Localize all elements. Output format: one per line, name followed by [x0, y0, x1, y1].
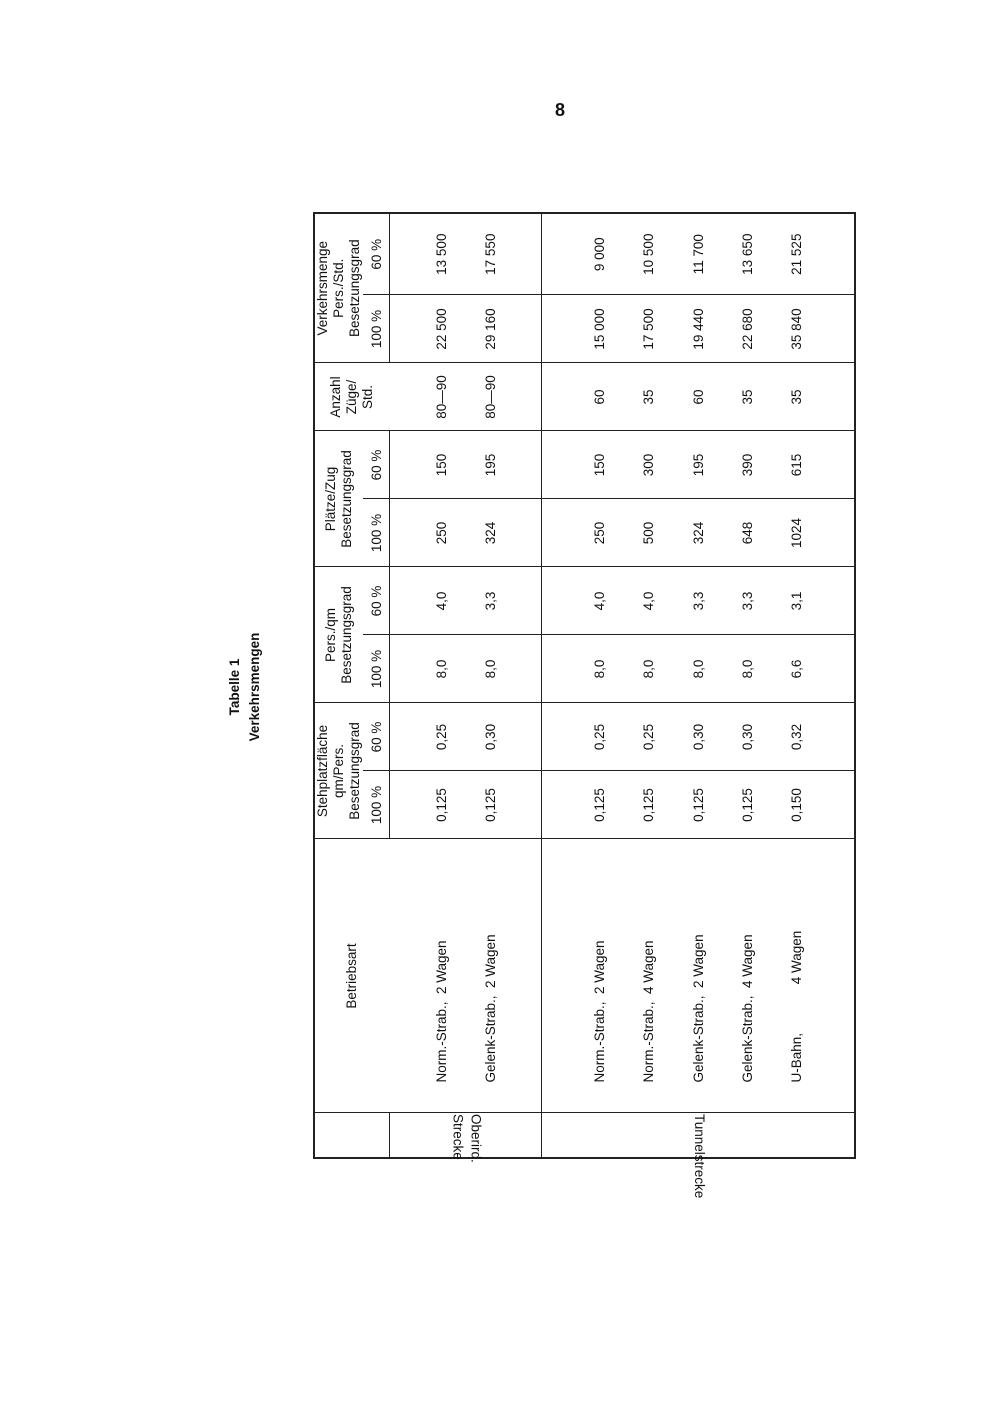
- row-mode: Norm.-Strab., 2 Wagen: [416, 839, 465, 1113]
- cell-zuege: 35: [772, 363, 821, 431]
- cell-pq-60: 4,0: [416, 567, 465, 635]
- row-mode: Gelenk-Strab., 2 Wagen: [673, 839, 722, 1113]
- cell-zuege: 80—90: [466, 363, 515, 431]
- cell-zuege: 80—90: [416, 363, 465, 431]
- cell-steh-100: 0,125: [416, 771, 465, 839]
- row-mode: Gelenk-Strab., 4 Wagen: [723, 839, 772, 1113]
- page-number: 8: [554, 100, 565, 120]
- section-header-blank: [314, 1113, 390, 1158]
- cell-vm-60: 13 500: [416, 213, 465, 295]
- cell-steh-60: 0,25: [416, 703, 465, 771]
- cell-pq-60: 4,0: [575, 567, 624, 635]
- cell-pl-100: 324: [673, 499, 722, 567]
- cell-zuege: 35: [723, 363, 772, 431]
- cell-vm-100: 22 680: [723, 295, 772, 363]
- rotated-table-container: [313, 214, 856, 1199]
- cell-vm-60: 21 525: [772, 213, 821, 295]
- cell-vm-60: 11 700: [673, 213, 722, 295]
- cell-pl-60: 615: [772, 431, 821, 499]
- cell-pq-100: 8,0: [723, 635, 772, 703]
- cell-pl-100: 324: [466, 499, 515, 567]
- cell-vm-100: 19 440: [673, 295, 722, 363]
- row-mode: Norm.-Strab., 2 Wagen: [575, 839, 624, 1113]
- cell-pl-100: 1024: [772, 499, 821, 567]
- row-mode: Norm.-Strab., 4 Wagen: [624, 839, 673, 1113]
- cell-steh-60: 0,25: [575, 703, 624, 771]
- cell-steh-100: 0,125: [624, 771, 673, 839]
- cell-steh-100: 0,125: [673, 771, 722, 839]
- cell-pq-60: 4,0: [624, 567, 673, 635]
- section-label-tunnelstrecke: Tunnelstrecke: [542, 1113, 855, 1158]
- header-pct-60: 60 %: [363, 213, 390, 295]
- cell-pl-60: 300: [624, 431, 673, 499]
- cell-vm-60: 9 000: [575, 213, 624, 295]
- table-row: [466, 213, 515, 1158]
- cell-steh-60: 0,30: [466, 703, 515, 771]
- table-row: [624, 213, 673, 1158]
- header-verkehrsmenge: Verkehrsmenge Pers./Std. Besetzungsgrad: [314, 213, 363, 363]
- cell-pq-100: 8,0: [673, 635, 722, 703]
- cell-pq-100: 8,0: [416, 635, 465, 703]
- cell-vm-60: 10 500: [624, 213, 673, 295]
- cell-steh-60: 0,32: [772, 703, 821, 771]
- cell-steh-100: 0,125: [466, 771, 515, 839]
- table-row: [723, 213, 772, 1158]
- cell-pq-100: 8,0: [624, 635, 673, 703]
- header-anzahl-zuege: Anzahl Züge/ Std.: [314, 363, 390, 431]
- header-pct-100: 100 %: [363, 295, 390, 363]
- cell-zuege: 60: [575, 363, 624, 431]
- table-row: [416, 213, 465, 1158]
- cell-pq-60: 3,3: [673, 567, 722, 635]
- cell-vm-100: 17 500: [624, 295, 673, 363]
- header-pers-qm: Pers./qm Besetzungsgrad: [314, 567, 363, 703]
- cell-pl-100: 648: [723, 499, 772, 567]
- cell-pl-100: 250: [575, 499, 624, 567]
- cell-steh-60: 0,30: [673, 703, 722, 771]
- section-label-oberird: Oberird. Strecke: [390, 1113, 542, 1158]
- cell-steh-100: 0,125: [575, 771, 624, 839]
- cell-vm-100: 29 160: [466, 295, 515, 363]
- cell-pq-60: 3,1: [772, 567, 821, 635]
- cell-zuege: 35: [624, 363, 673, 431]
- cell-pq-60: 3,3: [723, 567, 772, 635]
- cell-pl-60: 390: [723, 431, 772, 499]
- cell-pq-100: 8,0: [575, 635, 624, 703]
- header-pct-100: 100 %: [363, 771, 390, 839]
- table-subtitle: Verkehrsmengen: [247, 632, 262, 742]
- header-stehplatzflaeche: Stehplatzfläche qm/Pers. Besetzungsgrad: [314, 703, 363, 839]
- table-title: Tabelle 1: [227, 658, 242, 716]
- cell-pl-100: 250: [416, 499, 465, 567]
- cell-vm-60: 17 550: [466, 213, 515, 295]
- row-mode: U-Bahn, 4 Wagen: [772, 839, 821, 1113]
- cell-pq-100: 6,6: [772, 635, 821, 703]
- table-row: [575, 213, 624, 1158]
- table-row: [673, 213, 722, 1158]
- cell-steh-60: 0,25: [624, 703, 673, 771]
- row-mode: Gelenk-Strab., 2 Wagen: [466, 839, 515, 1113]
- cell-steh-100: 0,150: [772, 771, 821, 839]
- cell-pq-100: 8,0: [466, 635, 515, 703]
- header-plaetze-zug: Plätze/Zug Besetzungsgrad: [314, 431, 363, 567]
- cell-vm-100: 22 500: [416, 295, 465, 363]
- cell-pl-60: 195: [673, 431, 722, 499]
- cell-steh-60: 0,30: [723, 703, 772, 771]
- cell-steh-100: 0,125: [723, 771, 772, 839]
- cell-pl-60: 195: [466, 431, 515, 499]
- table-row: [772, 213, 821, 1158]
- cell-zuege: 60: [673, 363, 722, 431]
- cell-pq-60: 3,3: [466, 567, 515, 635]
- header-pct-100: 100 %: [363, 635, 390, 703]
- header-pct-60: 60 %: [363, 431, 390, 499]
- cell-vm-60: 13 650: [723, 213, 772, 295]
- header-pct-100: 100 %: [363, 499, 390, 567]
- header-pct-60: 60 %: [363, 567, 390, 635]
- cell-pl-100: 500: [624, 499, 673, 567]
- traffic-volume-table: [313, 212, 856, 1199]
- cell-pl-60: 150: [575, 431, 624, 499]
- cell-vm-100: 15 000: [575, 295, 624, 363]
- header-pct-60: 60 %: [363, 703, 390, 771]
- table-caption: [225, 587, 275, 787]
- cell-pl-60: 150: [416, 431, 465, 499]
- cell-vm-100: 35 840: [772, 295, 821, 363]
- header-betriebsart: Betriebsart: [314, 839, 390, 1113]
